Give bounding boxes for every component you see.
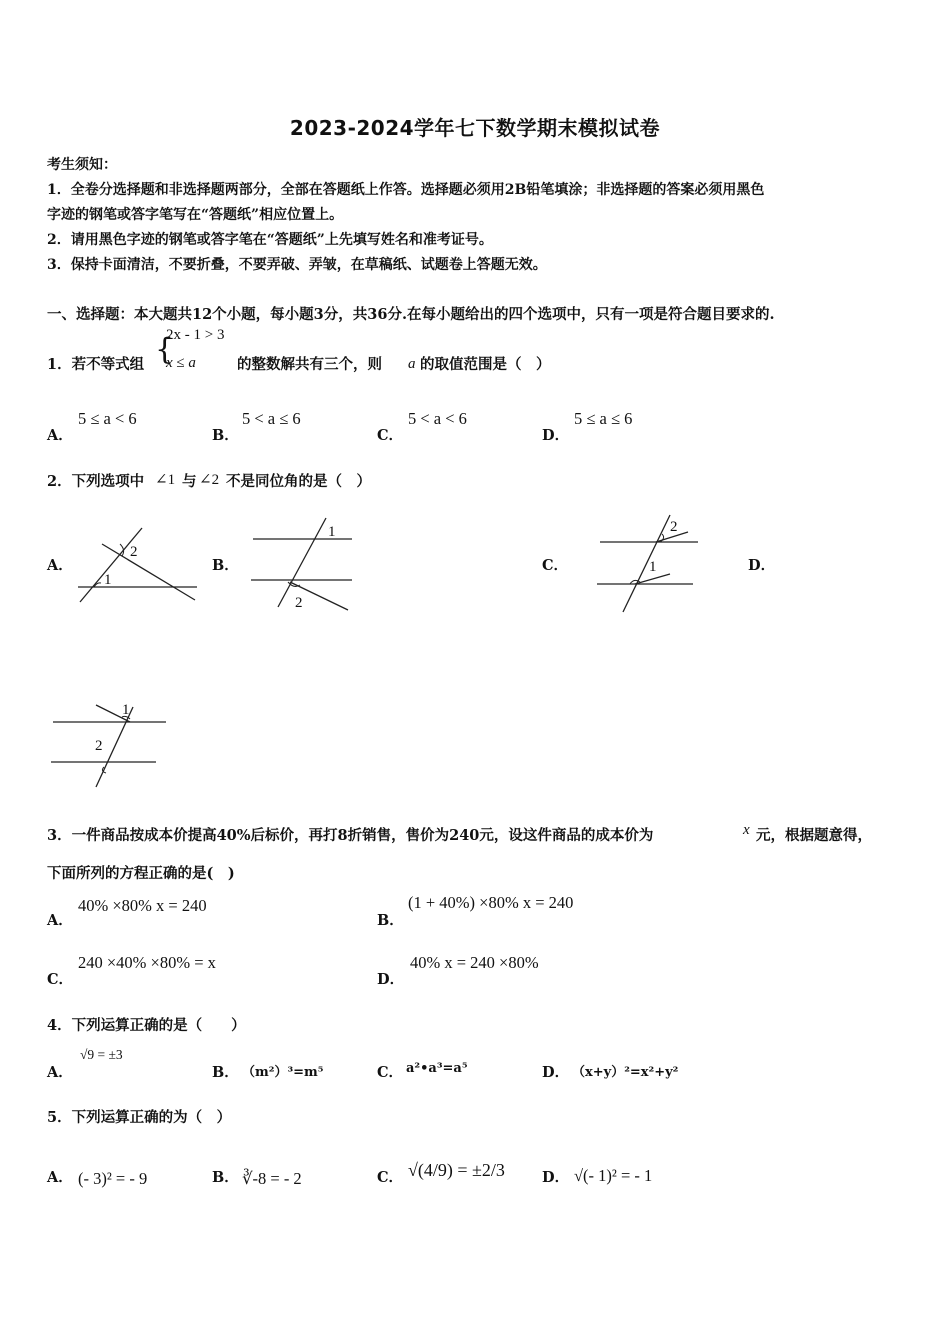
q2-figure-c [590,512,705,617]
notice-item-1-line2: 字迹的钢笔或答字笔写在“答题纸”相应位置上。 [47,207,344,223]
figure-d-label-1: 1 [122,702,130,718]
figure-a-label-2: 2 [130,544,138,560]
q3-option-d-label[interactable]: D． [377,971,405,988]
q2-option-d-label[interactable]: D． [748,557,776,574]
q4-stem: 4．下列运算正确的是（ ） [47,1017,246,1034]
q1-inequality-2: x ≤ a [166,355,196,371]
figure-c-label-2: 2 [670,519,678,535]
figure-b-label-1: 1 [328,524,336,540]
q1-option-b-label[interactable]: B． [212,427,239,444]
q2-angle-1: ∠1 [155,472,176,488]
q2-stem-a: 2．下列选项中 [47,473,145,490]
q4-option-d-expr: （x+y）²=x²+y² [572,1065,679,1080]
q2-option-c-label[interactable]: C． [542,557,569,574]
q3-variable: x [743,822,750,838]
section-heading: 一、选择题：本大题共12个小题，每小题3分，共36分.在每小题给出的四个选项中，只有一项是符合题目要求的. [47,306,775,323]
notice-item-3: 3．保持卡面清洁，不要折叠，不要弄破、弄皱，在草稿纸、试题卷上答题无效。 [47,257,547,273]
q2-option-b-label[interactable]: B． [212,557,239,574]
q3-stem-b: 元，根据题意得， [756,827,872,844]
q1-inequality-1: 2x - 1 > 3 [166,327,225,343]
q1-suffix-a: 的整数解共有三个，则 [237,356,382,373]
q1-option-c-label[interactable]: C． [377,427,404,444]
q5-option-c-label[interactable]: C． [377,1169,404,1186]
q2-angle-2: ∠2 [199,472,220,488]
q3-stem-a: 3．一件商品按成本价提高40%后标价，再打8折销售，售价为240元，设这件商品的成本价为 [47,827,654,844]
q3-option-a-expr: 40% ×80% x = 240 [78,896,207,915]
figure-b-label-2: 2 [295,595,303,611]
notice-item-1-line1: 1．全卷分选择题和非选择题两部分，全部在答题纸上作答。选择题必须用2B铅笔填涂；非选择题的答案必须用黑色 [47,182,765,198]
q5-option-b-label[interactable]: B． [212,1169,239,1186]
q2-option-a-label[interactable]: A． [47,557,73,574]
brace-symbol: { [155,332,175,367]
notice-heading: 考生须知： [47,157,117,173]
q1-option-b-expr: 5 < a ≤ 6 [242,409,301,428]
q3-option-c-label[interactable]: C． [47,971,74,988]
figure-a-label-1: 1 [104,572,112,588]
q3-stem-line2: 下面所列的方程正确的是( ) [47,865,235,882]
q4-option-a-expr: √9 = ±3 [80,1047,123,1062]
q2-figure-a [70,520,205,610]
q5-stem: 5．下列运算正确的为（ ） [47,1109,232,1126]
q4-option-d-label[interactable]: D． [542,1064,570,1081]
q5-option-a-label[interactable]: A． [47,1169,73,1186]
q1-prefix: 1．若不等式组 [47,356,145,373]
figure-d-label-2: 2 [95,738,103,754]
q2-figure-b [248,515,358,615]
q4-option-b-expr: （m²）³=m⁵ [242,1065,324,1080]
q2-stem-c: 不是同位角的是（ ） [226,473,371,490]
q3-option-b-label[interactable]: B． [377,912,404,929]
q4-option-c-expr: a²•a³=a⁵ [406,1061,468,1076]
q3-option-b-expr: (1 + 40%) ×80% x = 240 [408,893,574,912]
q1-option-c-expr: 5 < a < 6 [408,409,467,428]
q5-option-d-label[interactable]: D． [542,1169,570,1186]
q5-option-d-expr: √(- 1)² = - 1 [574,1166,653,1185]
q4-option-c-label[interactable]: C． [377,1064,404,1081]
q4-option-b-label[interactable]: B． [212,1064,239,1081]
q1-option-a-expr: 5 ≤ a < 6 [78,409,137,428]
q3-option-d-expr: 40% x = 240 ×80% [410,953,539,972]
q5-option-b-expr: ∛-8 = - 2 [242,1169,302,1188]
notice-item-2: 2．请用黑色字迹的钢笔或答字笔在“答题纸”上先填写姓名和准考证号。 [47,232,493,248]
figure-c-label-1: 1 [649,559,657,575]
q1-variable: a [408,356,416,372]
page-title: 2023-2024学年七下数学期末模拟试卷 [289,116,661,140]
q2-stem-b: 与 [182,473,197,490]
q4-option-a-label[interactable]: A． [47,1064,73,1081]
q5-option-c-expr: √(4/9) = ±2/3 [408,1160,505,1180]
q2-figure-d [48,695,173,795]
q1-option-d-expr: 5 ≤ a ≤ 6 [574,409,633,428]
q1-suffix-b: 的取值范围是（ ） [420,356,551,373]
q1-option-a-label[interactable]: A． [47,427,73,444]
q3-option-c-expr: 240 ×40% ×80% = x [78,953,216,972]
q5-option-a-expr: (- 3)² = - 9 [78,1169,148,1188]
q1-option-d-label[interactable]: D． [542,427,570,444]
q3-option-a-label[interactable]: A． [47,912,73,929]
